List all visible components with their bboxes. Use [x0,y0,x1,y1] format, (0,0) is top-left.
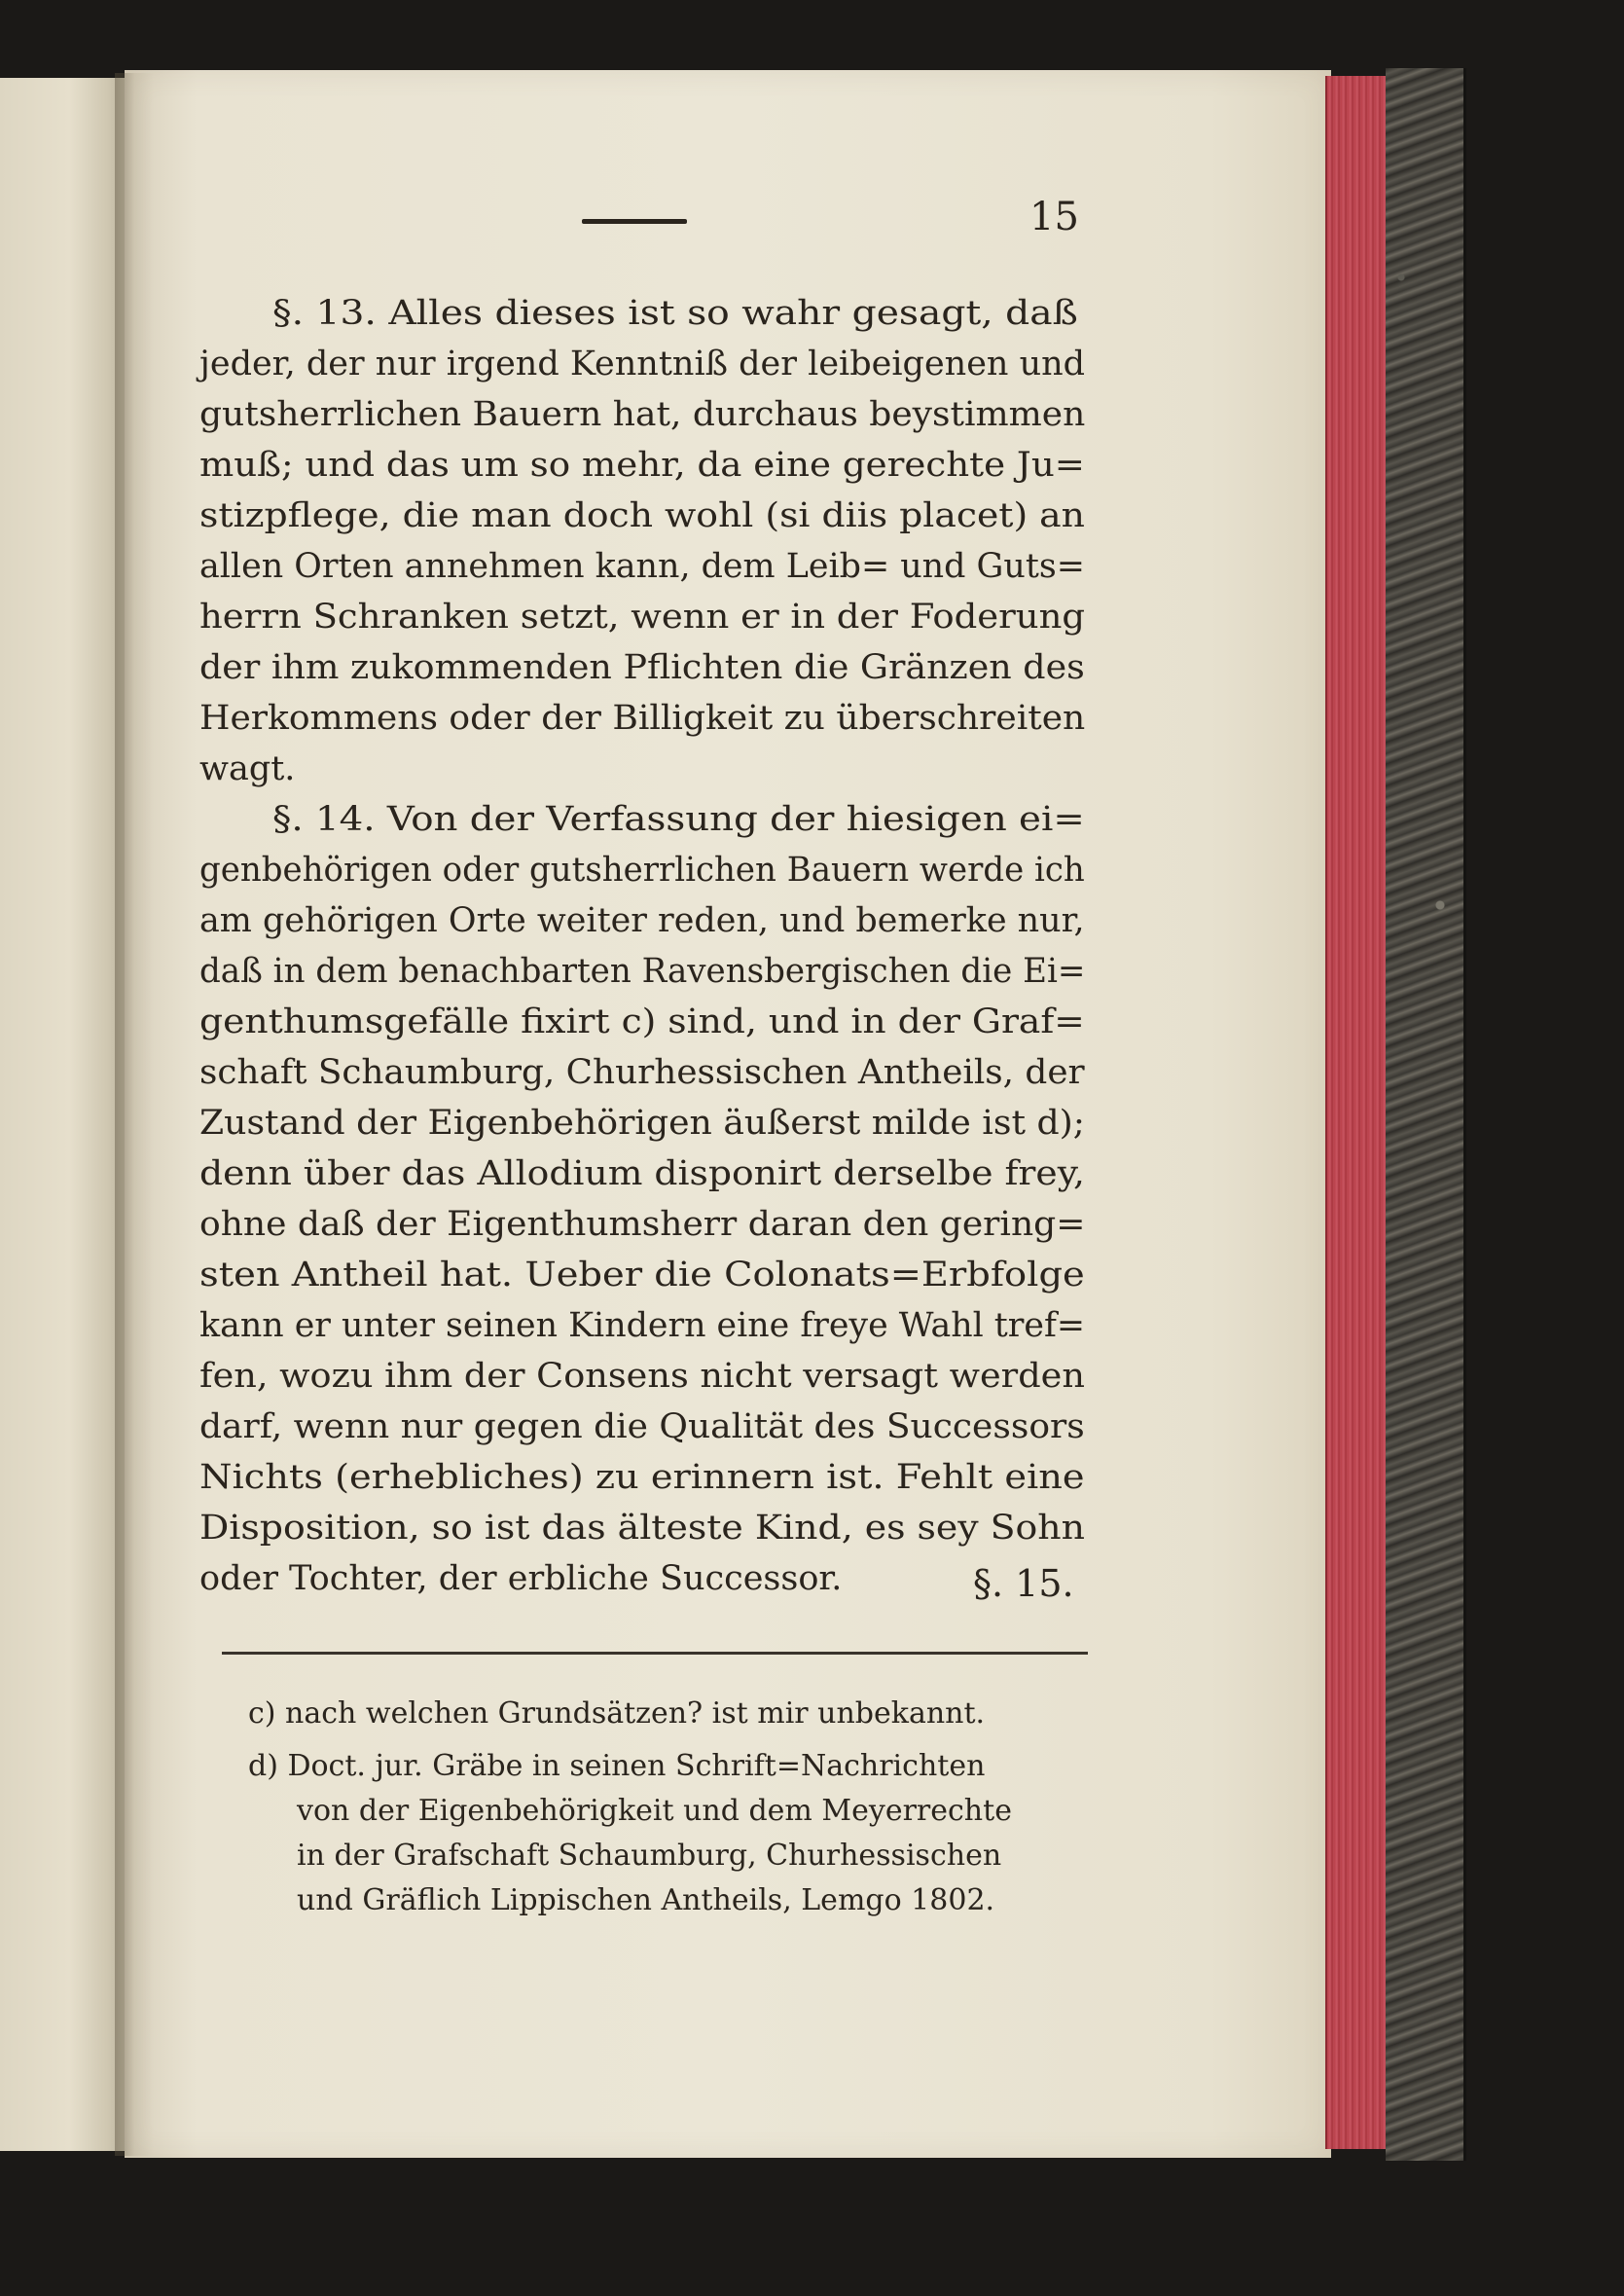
text-line: genthumsgefälle fixirt c) sind, und in der Graf= [199,1002,1085,1041]
red-page-edges [1325,76,1389,2149]
footnote-line: von der Eigenbehörigkeit und dem Meyerrechte [297,1794,1012,1828]
text-line: genbehörigen oder gutsherrlichen Bauern werde ich [199,851,1085,890]
text-line: wagt. [199,749,296,788]
text-line: herrn Schranken setzt, wenn er in der Foderung [199,598,1086,637]
text-line: darf, wenn nur gegen die Qualität des Successors [199,1407,1085,1446]
gutter-shadow [115,73,154,2156]
text-line: fen, wozu ihm der Consens nicht versagt werden [199,1357,1085,1396]
text-line: schaft Schaumburg, Churhessischen Antheils, der [199,1053,1085,1092]
text-line: ohne daß der Eigenthumsherr daran den gering= [199,1205,1086,1244]
header-rule [582,219,687,224]
text-line: §. 13. Alles dieses ist so wahr gesagt, daß [272,294,1078,333]
footnote-line: in der Grafschaft Schaumburg, Churhessischen [297,1839,1002,1873]
text-line: jeder, der nur irgend Kenntniß der leibeigenen und [199,345,1086,383]
text-line: der ihm zukommenden Pflichten die Gränzen des [199,648,1085,687]
text-line: oder Tochter, der erbliche Successor. [199,1559,843,1598]
text-line: Herkommens oder der Billigkeit zu überschreiten [199,699,1086,738]
footnote-line: und Gräflich Lippischen Antheils, Lemgo 1802. [297,1883,995,1917]
text-line: Zustand der Eigenbehörigen äußerst milde ist d); [199,1104,1085,1143]
text-line: am gehörigen Orte weiter reden, und bemerke nur, [199,901,1085,940]
text-line: §. 14. Von der Verfassung der hiesigen ei= [272,800,1085,839]
text-line: sten Antheil hat. Ueber die Colonats=Erbfolge [199,1256,1085,1294]
text-line: muß; und das um so mehr, da eine gerechte Ju= [199,446,1085,485]
marbled-cover [1386,68,1466,2161]
left-page-edge [0,78,126,2151]
catchword: §. 15. [973,1562,1074,1605]
footnote-line: c) nach welchen Grundsätzen? ist mir unbekannt. [248,1696,986,1731]
text-line: daß in dem benachbarten Ravensbergischen die Ei= [199,952,1086,991]
footnote-rule [222,1652,1088,1655]
page-number: 15 [1029,195,1079,239]
text-line: Disposition, so ist das älteste Kind, es sey Sohn [199,1509,1086,1548]
text-line: stizpflege, die man doch wohl (si diis placet) an [199,496,1085,535]
text-line: Nichts (erhebliches) zu erinnern ist. Fehlt eine [199,1458,1085,1497]
text-line: gutsherrlichen Bauern hat, durchaus beystimmen [199,395,1086,434]
text-line: kann er unter seinen Kindern eine freye Wahl tref= [199,1306,1086,1345]
footnote-line: d) Doct. jur. Gräbe in seinen Schrift=Nachrichten [248,1749,986,1783]
text-line: denn über das Allodium disponirt derselbe frey, [199,1154,1085,1193]
text-line: allen Orten annehmen kann, dem Leib= und Guts= [199,547,1085,586]
